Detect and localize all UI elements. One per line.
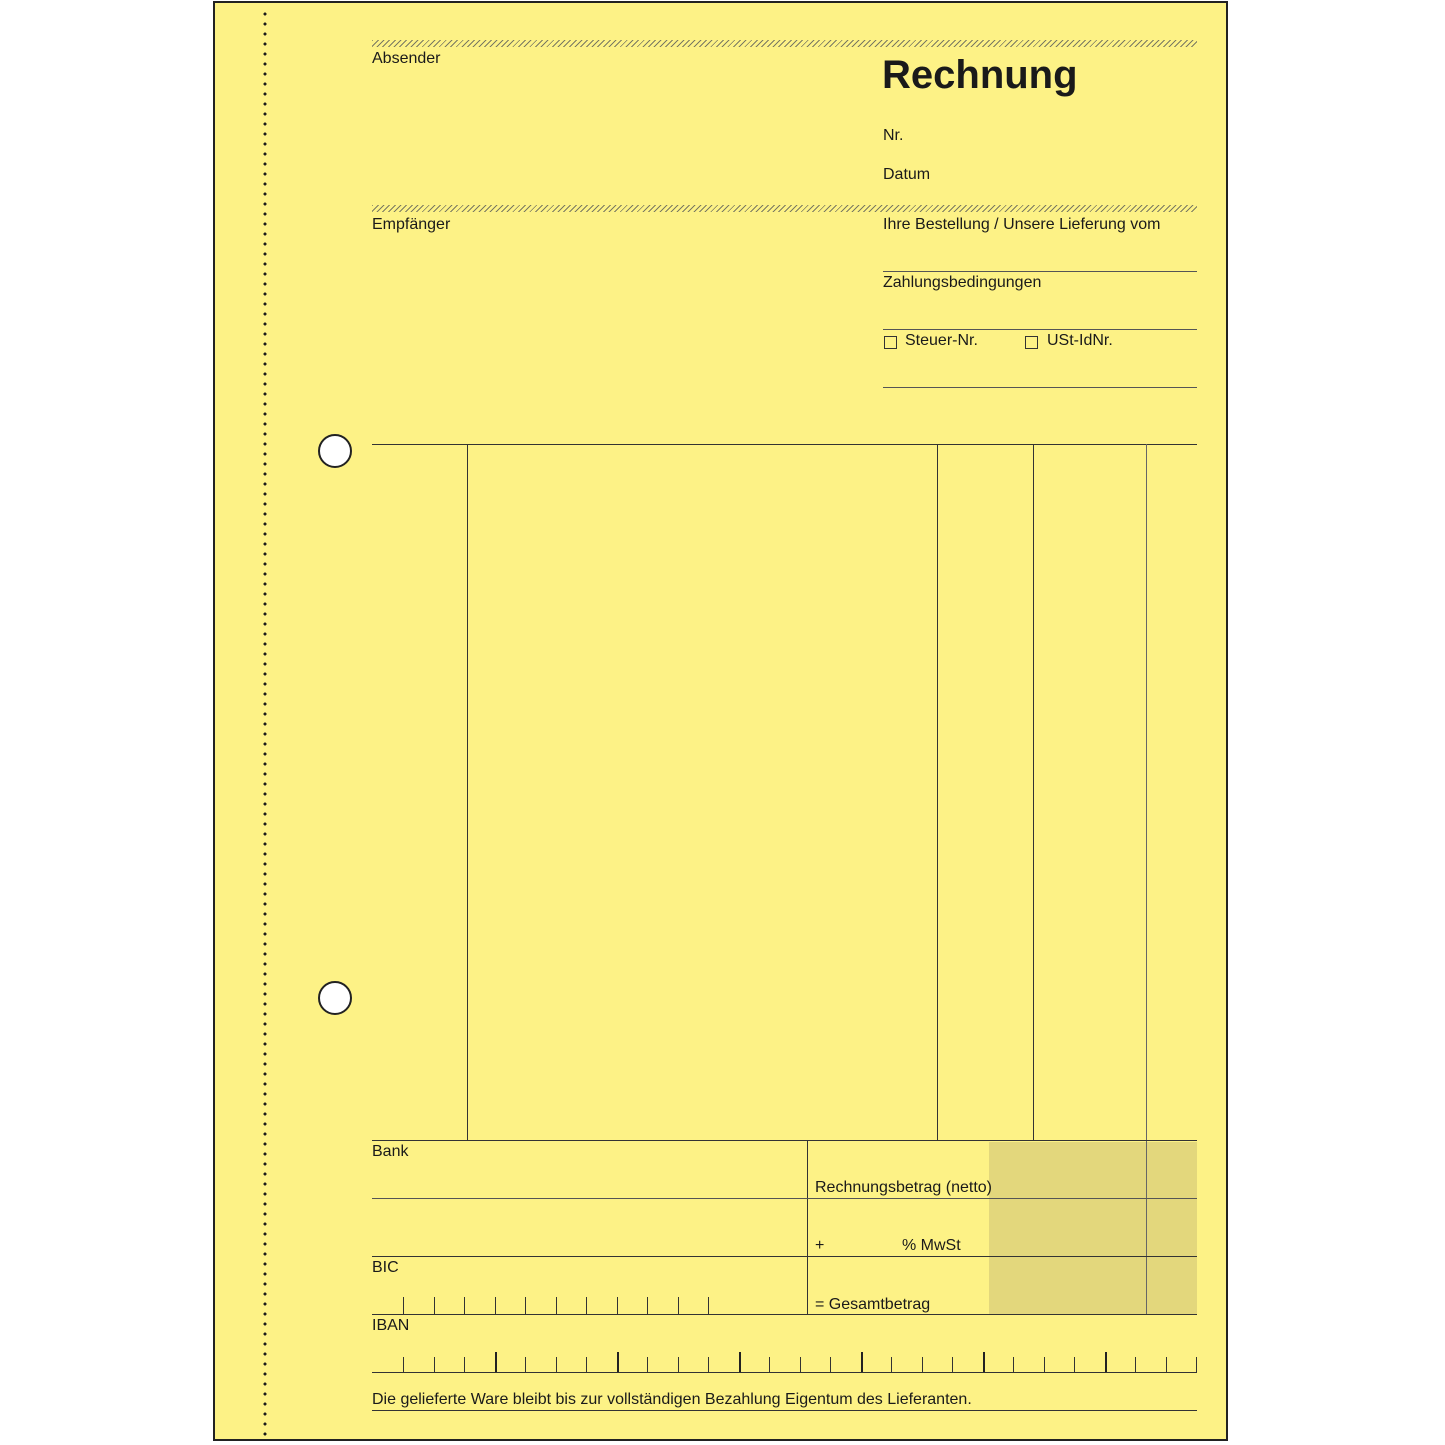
- character-tick: [617, 1297, 618, 1315]
- items-table-bottom-border: [372, 1140, 1197, 1141]
- total-amount-label: = Gesamtbetrag: [815, 1296, 931, 1313]
- character-tick: [586, 1297, 587, 1315]
- character-tick: [556, 1357, 557, 1372]
- character-tick: [586, 1357, 587, 1372]
- order-delivery-line: [883, 271, 1197, 272]
- document-title: Rechnung: [882, 53, 1078, 97]
- character-tick: [647, 1357, 648, 1372]
- recipient-hatch-divider: [372, 205, 1197, 212]
- character-tick: [769, 1357, 770, 1372]
- character-tick: [403, 1357, 404, 1372]
- iban-character-ticks: [372, 1351, 1197, 1372]
- character-tick: [1013, 1357, 1014, 1372]
- character-tick: [861, 1352, 863, 1372]
- punch-hole-bottom: [318, 981, 352, 1015]
- invoice-form-sheet: [213, 1, 1228, 1441]
- character-tick: [891, 1357, 892, 1372]
- sender-label: Absender: [372, 50, 441, 67]
- bank-totals-divider: [807, 1140, 808, 1315]
- character-tick: [434, 1297, 435, 1315]
- bank-label: Bank: [372, 1143, 409, 1160]
- character-tick: [525, 1357, 526, 1372]
- character-tick: [1166, 1357, 1167, 1372]
- vat-id-label: USt-IdNr.: [1047, 332, 1113, 349]
- character-tick: [495, 1352, 497, 1372]
- items-column-divider-1: [467, 444, 468, 1141]
- date-label: Datum: [883, 166, 931, 183]
- footer-bottom-line: [372, 1410, 1197, 1411]
- bank-second-line: [372, 1256, 1197, 1257]
- bic-label: BIC: [372, 1259, 399, 1276]
- character-tick: [678, 1357, 679, 1372]
- tax-number-label: Steuer-Nr.: [905, 332, 978, 349]
- character-tick: [983, 1352, 985, 1372]
- character-tick: [952, 1357, 953, 1372]
- character-tick: [678, 1297, 679, 1315]
- iban-line: [372, 1372, 1197, 1373]
- number-label: Nr.: [883, 127, 904, 144]
- recipient-label: Empfänger: [372, 216, 451, 233]
- character-tick: [739, 1352, 741, 1372]
- character-tick: [830, 1357, 831, 1372]
- header-hatch-divider: [372, 40, 1197, 47]
- character-tick: [1135, 1357, 1136, 1372]
- bank-line: [372, 1198, 1197, 1199]
- net-amount-label: Rechnungsbetrag (netto): [815, 1179, 992, 1196]
- payment-terms-label: Zahlungsbedingungen: [883, 274, 1042, 291]
- vat-plus-sign: +: [815, 1237, 825, 1254]
- character-tick: [434, 1357, 435, 1372]
- totals-amount-cells: [989, 1142, 1197, 1314]
- items-column-divider-2: [937, 444, 938, 1141]
- character-tick: [464, 1357, 465, 1372]
- totals-cents-divider: [1146, 1142, 1147, 1314]
- tax-number-checkbox[interactable]: [884, 336, 897, 349]
- punch-hole-top: [318, 434, 352, 468]
- order-delivery-label: Ihre Bestellung / Unsere Lieferung vom: [883, 216, 1161, 233]
- character-tick: [647, 1297, 648, 1315]
- character-tick: [495, 1297, 496, 1315]
- character-tick: [1074, 1357, 1075, 1372]
- perforation-line: [263, 9, 267, 1437]
- character-tick: [464, 1297, 465, 1315]
- character-tick: [708, 1357, 709, 1372]
- vat-label: % MwSt: [902, 1237, 961, 1254]
- bic-line: [372, 1314, 1197, 1315]
- character-tick: [800, 1357, 801, 1372]
- ownership-note: Die gelieferte Ware bleibt bis zur vollständigen Bezahlung Eigentum des Lieferanten.: [372, 1391, 972, 1408]
- character-tick: [1044, 1357, 1045, 1372]
- tax-id-line: [883, 387, 1197, 388]
- payment-terms-line: [883, 329, 1197, 330]
- items-column-divider-3: [1033, 444, 1034, 1141]
- character-tick: [617, 1352, 619, 1372]
- iban-label: IBAN: [372, 1317, 410, 1334]
- character-tick: [1105, 1352, 1107, 1372]
- character-tick: [556, 1297, 557, 1315]
- character-tick: [1196, 1357, 1197, 1372]
- character-tick: [403, 1297, 404, 1315]
- character-tick: [708, 1297, 709, 1315]
- character-tick: [922, 1357, 923, 1372]
- character-tick: [525, 1297, 526, 1315]
- bic-character-ticks: [372, 1295, 807, 1315]
- items-table-top-border: [372, 444, 1197, 445]
- vat-id-checkbox[interactable]: [1025, 336, 1038, 349]
